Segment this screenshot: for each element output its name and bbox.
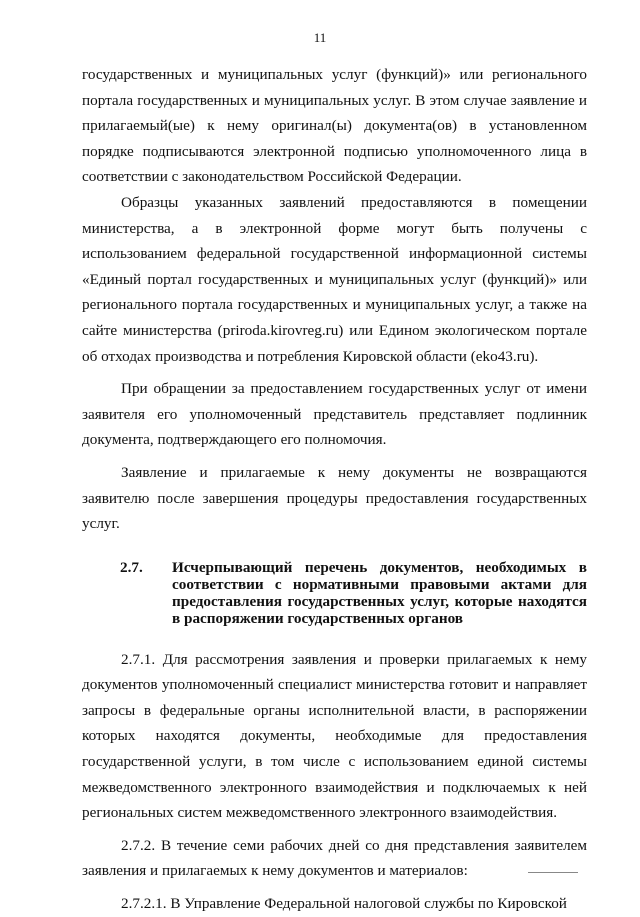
paragraph-2-7-1: 2.7.1. Для рассмотрения заявления и проверки прилагаемых к нему документов уполномоченный специалист министерства готовит и направляет запросы в федеральные органы исполнительной власти, в распоряжении которых находятся документы, необходимые для предоставления государственной услуги, в том числе с использованием единой системы межведомственного электронного взаимодействия и подключаемых к ней региональных систем межведомственного электронного взаимодействия. xyxy=(82,650,587,822)
paragraph-portal-continuation: государственных и муниципальных услуг (функций)» или регионального портала государственных и муниципальных услуг. В этом случае заявление и прилагаемый(ые) к нему оригинал(ы) документа(ов) в установленном порядке подписываются электронной подписью уполномоченного лица в соответствии с законодательством Российской Федерации. xyxy=(82,66,587,186)
paragraph-documents-not-returned: Заявление и прилагаемые к нему документы не возвращаются заявителю после завершения процедуры предоставления государственных услуг. xyxy=(82,463,587,533)
paragraph-2-7-2: 2.7.2. В течение семи рабочих дней со дня представления заявителем заявления и прилагаемых к нему документов и материалов: xyxy=(82,836,587,880)
document-body xyxy=(82,62,587,917)
paragraph-2-7-2-1: 2.7.2.1. В Управление Федеральной налоговой службы по Кировской xyxy=(121,895,567,913)
page-number: 11 xyxy=(313,30,327,45)
scan-artifact xyxy=(528,872,578,873)
section-title: Исчерпывающий перечень документов, необходимых в соответствии с нормативными правовыми актами для предоставления государственных услуг, которые находятся в распоряжении государственных органов xyxy=(172,558,587,627)
section-heading xyxy=(82,559,587,627)
section-number: 2.7. xyxy=(120,558,143,576)
paragraph-samples: Образцы указанных заявлений предоставляются в помещении министерства, а в электронной форме могут быть получены с использованием федеральной государственной информационной системы «Единый портал государственных и муниципальных услуг (функций)» или регионального портала государственных и муниципальных услуг, а также на сайте министерства (priroda.kirovreg.ru) или Едином экологическом портале об отходах производства и потребления Кировской области (eko43.ru). xyxy=(82,193,587,365)
paragraph-representative: При обращении за предоставлением государственных услуг от имени заявителя его уполномоченный представитель представляет подлинник документа, подтверждающего его полномочия. xyxy=(82,380,587,449)
